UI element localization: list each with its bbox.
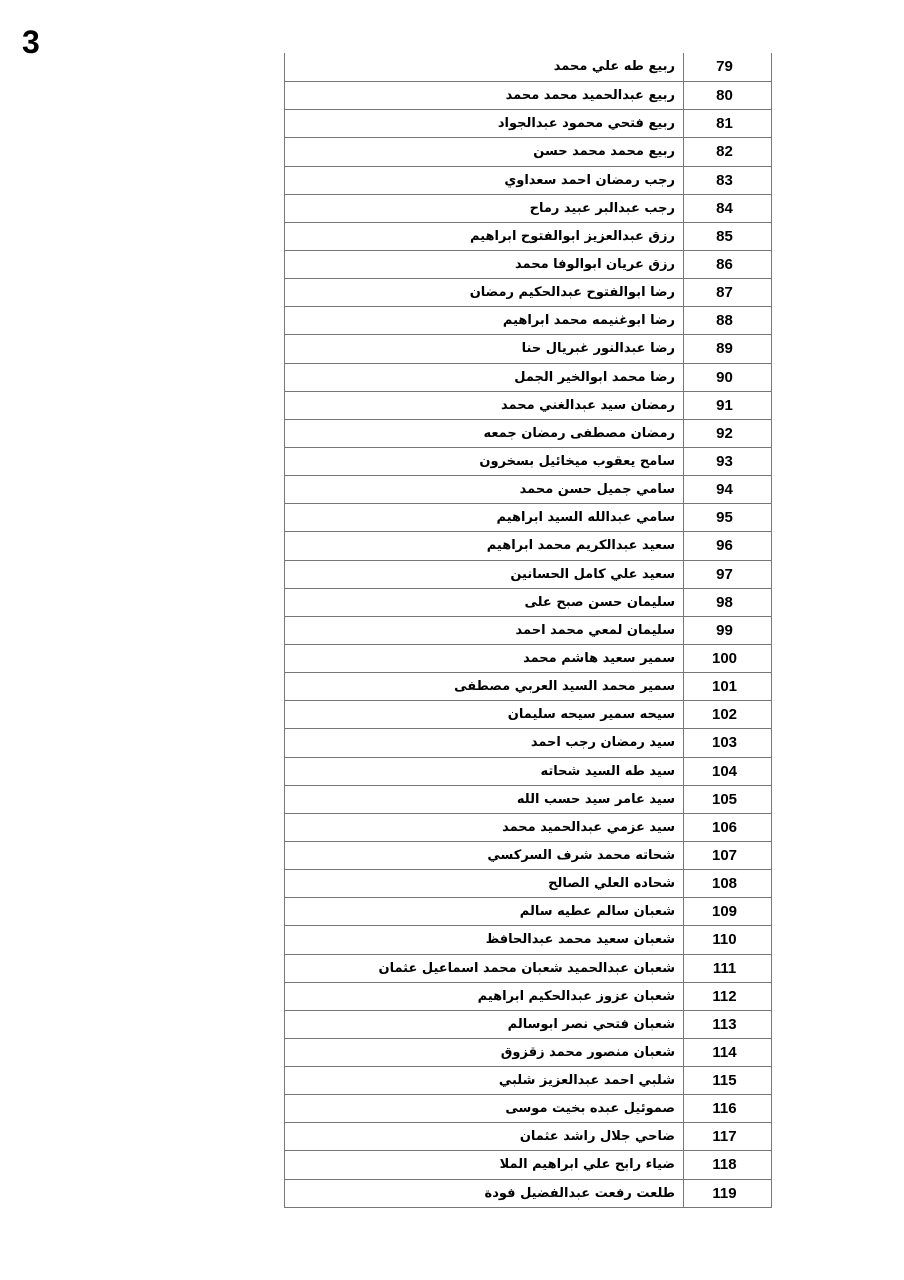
- page-number: 3: [22, 24, 40, 60]
- serial-number-cell: 105: [711, 790, 738, 808]
- table-row: [285, 53, 771, 81]
- table-row: [285, 785, 771, 813]
- serial-number-cell: 85: [716, 227, 733, 245]
- serial-number-cell: 113: [712, 1015, 737, 1033]
- person-name-cell: سيد رمضان رجب احمد: [285, 729, 684, 756]
- serial-number-cell: 109: [711, 903, 738, 921]
- table-row: [285, 1066, 771, 1094]
- serial-number-cell: 119: [712, 1184, 737, 1202]
- person-name-cell: ربيع عبدالحميد محمد محمد: [285, 82, 684, 109]
- person-name-cell: سعيد عبدالكريم محمد ابراهيم: [285, 532, 684, 559]
- table-row: [285, 588, 771, 616]
- table-row: [285, 306, 771, 334]
- serial-number-cell: 106: [711, 818, 738, 836]
- serial-number-cell: 95: [716, 509, 733, 527]
- serial-number-cell: 110: [712, 931, 737, 949]
- person-name-cell: سيد عامر سيد حسب الله: [285, 786, 684, 813]
- person-name-cell: سيد عزمي عبدالحميد محمد: [285, 814, 684, 841]
- table-row: [285, 334, 771, 362]
- table-row: [285, 1122, 771, 1150]
- table-row: [285, 278, 771, 306]
- person-name-cell: ضاحي جلال راشد عثمان: [285, 1123, 684, 1150]
- table-row: [285, 869, 771, 897]
- serial-number-cell: 97: [716, 565, 733, 583]
- person-name-cell: سيحه سمير سيحه سليمان: [285, 701, 684, 728]
- serial-number-cell: 81: [716, 115, 733, 133]
- serial-number-cell: 83: [716, 171, 733, 189]
- person-name-cell: رضا محمد ابوالخير الجمل: [285, 364, 684, 391]
- table-row: [285, 616, 771, 644]
- serial-number-cell: 107: [711, 846, 738, 864]
- serial-number-cell: 117: [712, 1128, 737, 1146]
- person-name-cell: شعبان سالم عطيه سالم: [285, 898, 684, 925]
- serial-number-cell: 87: [716, 284, 733, 302]
- table-row: [285, 531, 771, 559]
- serial-number-cell: 89: [716, 340, 733, 358]
- table-row: [285, 391, 771, 419]
- table-row: [285, 1150, 771, 1178]
- table-row: [285, 757, 771, 785]
- serial-number-cell: 90: [716, 368, 733, 386]
- person-name-cell: ربيع محمد محمد حسن: [285, 138, 684, 165]
- table-row: [285, 925, 771, 953]
- person-name-cell: سمير سعيد هاشم محمد: [285, 645, 684, 672]
- person-name-cell: شعبان منصور محمد زقزوق: [285, 1039, 684, 1066]
- person-name-cell: رضا ابوالفتوح عبدالحكيم رمضان: [285, 279, 684, 306]
- person-name-cell: ربيع فتحي محمود عبدالجواد: [285, 110, 684, 137]
- table-row: [285, 560, 771, 588]
- person-name-cell: سعيد علي كامل الحسانين: [285, 561, 684, 588]
- table-row: [285, 137, 771, 165]
- person-name-cell: ضياء رابح علي ابراهيم الملا: [285, 1151, 684, 1178]
- serial-number-cell: 92: [716, 424, 733, 442]
- person-name-cell: ربيع طه علي محمد: [285, 53, 684, 81]
- table-row: [285, 81, 771, 109]
- person-name-cell: سيد طه السيد شحاته: [285, 758, 684, 785]
- table-row: [285, 419, 771, 447]
- table-row: [285, 1179, 771, 1207]
- serial-number-cell: 84: [716, 199, 733, 217]
- table-row: [285, 644, 771, 672]
- person-name-cell: سمير محمد السيد العربي مصطفى: [285, 673, 684, 700]
- serial-number-cell: 88: [716, 312, 733, 330]
- table-row: [285, 897, 771, 925]
- serial-number-cell: 102: [711, 706, 738, 724]
- serial-number-cell: 93: [716, 452, 733, 470]
- names-table: [284, 53, 772, 1208]
- serial-number-cell: 103: [711, 734, 738, 752]
- table-row: [285, 447, 771, 475]
- serial-number-cell: 111: [712, 959, 737, 977]
- serial-number-cell: 112: [712, 987, 737, 1005]
- table-row: [285, 166, 771, 194]
- serial-number-cell: 118: [712, 1156, 737, 1174]
- person-name-cell: رزق عريان ابوالوفا محمد: [285, 251, 684, 278]
- serial-number-cell: 91: [716, 396, 733, 414]
- table-row: [285, 222, 771, 250]
- person-name-cell: رجب رمضان احمد سعداوي: [285, 167, 684, 194]
- table-row: [285, 728, 771, 756]
- serial-number-cell: 104: [711, 762, 738, 780]
- person-name-cell: شعبان عبدالحميد شعبان محمد اسماعيل عثمان: [285, 955, 684, 982]
- serial-number-cell: 108: [711, 875, 738, 893]
- table-row: [285, 194, 771, 222]
- table-row: [285, 672, 771, 700]
- table-row: [285, 363, 771, 391]
- serial-number-cell: 116: [712, 1100, 737, 1118]
- person-name-cell: شعبان سعيد محمد عبدالحافظ: [285, 926, 684, 953]
- person-name-cell: رجب عبدالبر عبيد رماح: [285, 195, 684, 222]
- serial-number-cell: 96: [716, 537, 733, 555]
- person-name-cell: سليمان حسن صبح على: [285, 589, 684, 616]
- serial-number-cell: 82: [716, 143, 733, 161]
- person-name-cell: رضا عبدالنور غبريال حنا: [285, 335, 684, 362]
- person-name-cell: شحاته محمد شرف السركسي: [285, 842, 684, 869]
- table-row: [285, 475, 771, 503]
- person-name-cell: سامح يعقوب ميخائيل بسخرون: [285, 448, 684, 475]
- serial-number-cell: 115: [712, 1072, 737, 1090]
- table-row: [285, 1038, 771, 1066]
- table-row: [285, 813, 771, 841]
- person-name-cell: شلبي احمد عبدالعزيز شلبي: [285, 1067, 684, 1094]
- table-row: [285, 700, 771, 728]
- person-name-cell: رضا ابوغنيمه محمد ابراهيم: [285, 307, 684, 334]
- serial-number-cell: 114: [712, 1043, 737, 1061]
- person-name-cell: رزق عبدالعزيز ابوالفتوح ابراهيم: [285, 223, 684, 250]
- person-name-cell: طلعت رفعت عبدالفضيل فودة: [285, 1180, 684, 1207]
- serial-number-cell: 80: [716, 87, 733, 105]
- serial-number-cell: 100: [711, 649, 738, 667]
- table-row: [285, 1094, 771, 1122]
- person-name-cell: شعبان عزوز عبدالحكيم ابراهيم: [285, 983, 684, 1010]
- serial-number-cell: 99: [716, 621, 733, 639]
- table-row: [285, 503, 771, 531]
- person-name-cell: سامي جميل حسن محمد: [285, 476, 684, 503]
- person-name-cell: صموئيل عبده بخيت موسى: [285, 1095, 684, 1122]
- table-row: [285, 250, 771, 278]
- serial-number-cell: 94: [716, 481, 733, 499]
- person-name-cell: رمضان سيد عبدالغني محمد: [285, 392, 684, 419]
- table-row: [285, 1010, 771, 1038]
- table-row: [285, 841, 771, 869]
- table-row: [285, 109, 771, 137]
- person-name-cell: شعبان فتحي نصر ابوسالم: [285, 1011, 684, 1038]
- serial-number-cell: 98: [716, 593, 733, 611]
- person-name-cell: شحاده العلي الصالح: [285, 870, 684, 897]
- serial-number-cell: 79: [716, 58, 733, 75]
- serial-number-cell: 101: [711, 678, 738, 696]
- table-row: [285, 982, 771, 1010]
- serial-number-cell: 86: [716, 255, 733, 273]
- person-name-cell: رمضان مصطفى رمضان جمعه: [285, 420, 684, 447]
- person-name-cell: سامي عبدالله السيد ابراهيم: [285, 504, 684, 531]
- table-row: [285, 954, 771, 982]
- person-name-cell: سليمان لمعي محمد احمد: [285, 617, 684, 644]
